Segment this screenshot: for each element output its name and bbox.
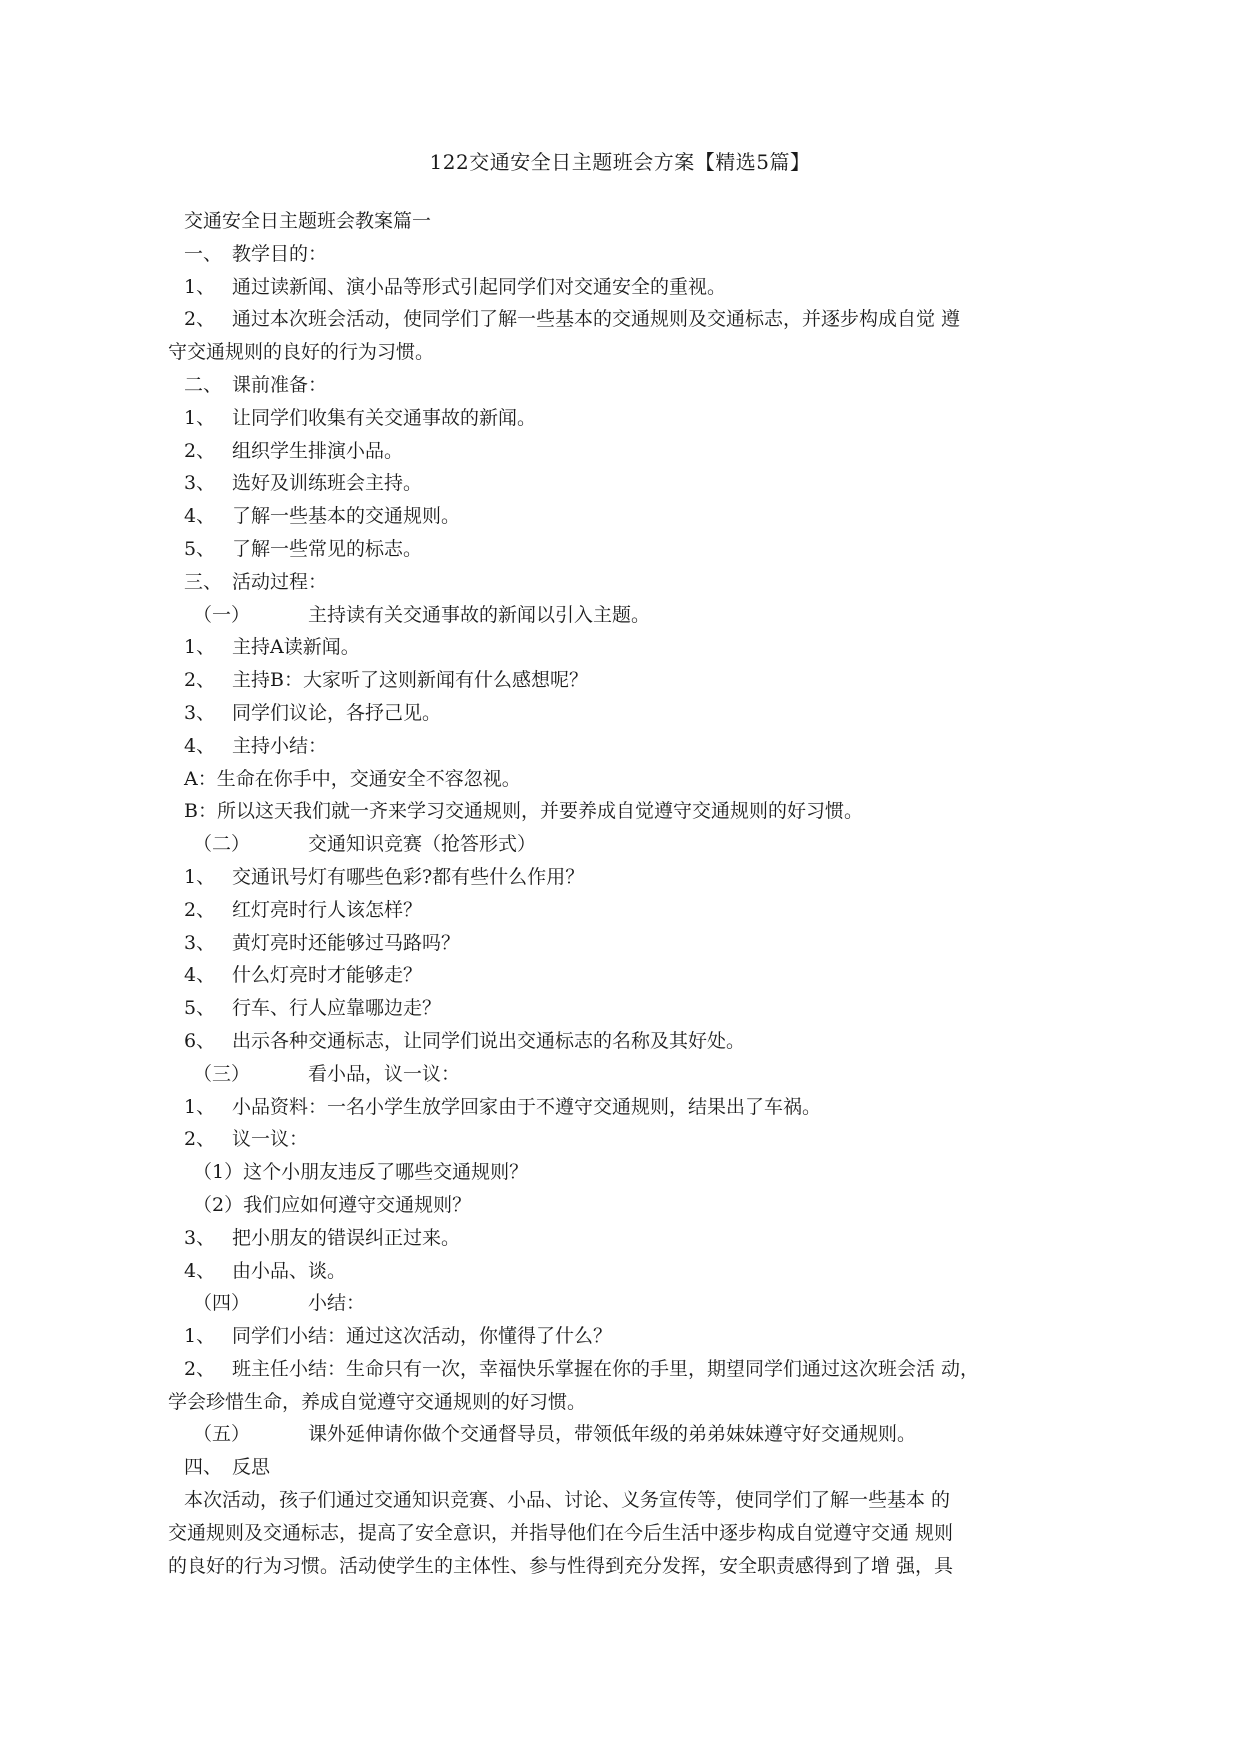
line-text: 同学们议论，各抒己见。 xyxy=(232,701,442,724)
item-number: 3、 xyxy=(184,931,216,954)
text-line xyxy=(184,861,1064,894)
text-line xyxy=(184,402,1064,435)
line-text: 的良好的行为习惯。活动使学生的主体性、参与性得到充分发挥，安全职责感得到了增 强，具 xyxy=(168,1554,954,1577)
text-line xyxy=(184,1156,1064,1189)
text-line xyxy=(184,435,1064,468)
line-text: 守交通规则的良好的行为习惯。 xyxy=(168,341,435,364)
text-line xyxy=(184,795,1064,828)
line-text: 通过读新闻、演小品等形式引起同学们对交通安全的重视。 xyxy=(232,275,727,298)
section-marker: （一） xyxy=(193,603,251,626)
line-text: 小结： xyxy=(308,1292,366,1315)
line-text: 了解一些常见的标志。 xyxy=(232,537,423,560)
text-line xyxy=(184,500,1064,533)
line-text: 主持读有关交通事故的新闻以引入主题。 xyxy=(308,603,651,626)
line-text: 主持A读新闻。 xyxy=(232,636,360,659)
item-number: 2、 xyxy=(184,898,216,921)
line-text: 主持小结： xyxy=(232,734,328,757)
text-line xyxy=(184,763,1064,796)
text-line xyxy=(184,1320,1064,1353)
item-number: 4、 xyxy=(184,1259,216,1282)
item-number: 2、 xyxy=(184,439,216,462)
text-line xyxy=(168,1386,1064,1419)
text-line xyxy=(184,730,1064,763)
line-text: 什么灯亮时才能够走？ xyxy=(232,964,423,987)
text-line xyxy=(184,959,1064,992)
line-text: 组织学生排演小品。 xyxy=(232,439,404,462)
item-number: 一、 xyxy=(184,242,223,265)
line-text: 议一议： xyxy=(232,1128,309,1151)
line-text: 选好及训练班会主持。 xyxy=(232,472,423,495)
line-text: 课前准备： xyxy=(232,373,328,396)
line-text: 红灯亮时行人该怎样？ xyxy=(232,898,423,921)
line-text: 了解一些基本的交通规则。 xyxy=(232,505,461,528)
text-line xyxy=(184,664,1064,697)
line-text: 学会珍惜生命，养成自觉遵守交通规则的好习惯。 xyxy=(168,1390,587,1413)
text-line xyxy=(184,894,1064,927)
item-number: 2、 xyxy=(184,669,216,692)
text-line xyxy=(184,1255,1064,1288)
text-line xyxy=(184,238,1064,271)
text-line xyxy=(184,697,1064,730)
section-marker: （五） xyxy=(193,1423,251,1446)
item-number: 1、 xyxy=(184,1325,216,1348)
item-number: 四、 xyxy=(184,1456,223,1479)
line-text: 课外延伸请你做个交通督导员，带领低年级的弟弟妹妹遵守好交通规则。 xyxy=(308,1423,917,1446)
item-number: 2、 xyxy=(184,1128,216,1151)
item-number: 4、 xyxy=(184,505,216,528)
line-text: 通过本次班会活动，使同学们了解一些基本的交通规则及交通标志，并逐步构成自觉 遵 xyxy=(232,308,961,331)
line-text: B：所以这天我们就一齐来学习交通规则，并要养成自觉遵守交通规则的好习惯。 xyxy=(184,800,863,823)
item-number: 4、 xyxy=(184,734,216,757)
item-number: 5、 xyxy=(184,537,216,560)
text-line xyxy=(168,1517,1064,1550)
text-line xyxy=(184,1091,1064,1124)
line-text: A：生命在你手中，交通安全不容忽视。 xyxy=(184,767,521,790)
item-number: 1、 xyxy=(184,275,216,298)
text-line xyxy=(184,1451,1064,1484)
line-text: 班主任小结：生命只有一次，幸福快乐掌握在你的手里，期望同学们通过这次班会活 动， xyxy=(232,1357,980,1380)
document-title: 122交通安全日主题班会方案【精选5篇】 xyxy=(429,150,811,174)
section-marker: （二） xyxy=(193,833,251,856)
line-text: 交通安全日主题班会教案篇一 xyxy=(184,210,432,232)
text-line xyxy=(184,828,1064,861)
line-text: 主持B：大家听了这则新闻有什么感想呢？ xyxy=(232,669,588,692)
line-text: 教学目的： xyxy=(232,242,328,265)
text-line xyxy=(184,369,1064,402)
item-number: 6、 xyxy=(184,1029,216,1052)
item-number: 3、 xyxy=(184,701,216,724)
item-number: 2、 xyxy=(184,308,216,331)
text-line xyxy=(184,1418,1064,1451)
text-line xyxy=(184,992,1064,1025)
text-line xyxy=(184,1025,1064,1058)
text-line xyxy=(184,1353,1064,1386)
item-number: 三、 xyxy=(184,570,223,593)
line-text: 看小品，议一议： xyxy=(308,1062,461,1085)
text-line xyxy=(184,631,1064,664)
line-text: 反思 xyxy=(232,1456,271,1479)
section-marker: （四） xyxy=(193,1292,251,1315)
text-line xyxy=(184,927,1064,960)
item-number: 1、 xyxy=(184,406,216,429)
text-line xyxy=(168,1550,1064,1583)
line-text: 出示各种交通标志，让同学们说出交通标志的名称及其好处。 xyxy=(232,1029,746,1052)
text-line xyxy=(184,1058,1064,1091)
text-line xyxy=(184,205,1064,238)
line-text: 同学们小结：通过这次活动，你懂得了什么？ xyxy=(232,1325,613,1348)
item-number: 5、 xyxy=(184,997,216,1020)
document-body xyxy=(168,205,1064,1582)
text-line xyxy=(184,1222,1064,1255)
line-text: 把小朋友的错误纠正过来。 xyxy=(232,1226,461,1249)
text-line xyxy=(184,533,1064,566)
text-line xyxy=(184,1189,1064,1222)
item-number: 4、 xyxy=(184,964,216,987)
item-number: 1、 xyxy=(184,1095,216,1118)
text-line xyxy=(184,566,1064,599)
line-text: 本次活动，孩子们通过交通知识竞赛、小品、讨论、义务宣传等，使同学们了解一些基本 的 xyxy=(184,1489,951,1512)
text-line xyxy=(184,271,1064,304)
section-marker: （三） xyxy=(193,1062,251,1085)
line-text: 交通讯号灯有哪些色彩?都有些什么作用？ xyxy=(232,865,585,888)
line-text: 活动过程： xyxy=(232,570,328,593)
item-number: 1、 xyxy=(184,636,216,659)
item-number: 2、 xyxy=(184,1357,216,1380)
text-line xyxy=(184,303,1064,336)
line-text: 让同学们收集有关交通事故的新闻。 xyxy=(232,406,537,429)
item-number: 二、 xyxy=(184,373,223,396)
text-line xyxy=(168,336,1064,369)
text-line xyxy=(184,467,1064,500)
line-text: （2）我们应如何遵守交通规则？ xyxy=(193,1193,472,1216)
line-text: 交通规则及交通标志，提高了安全意识，并指导他们在今后生活中逐步构成自觉遵守交通 规则 xyxy=(168,1521,954,1544)
text-line xyxy=(184,1287,1064,1320)
line-text: 由小品、谈。 xyxy=(232,1259,347,1282)
item-number: 1、 xyxy=(184,865,216,888)
item-number: 3、 xyxy=(184,1226,216,1249)
text-line xyxy=(184,1484,1064,1517)
line-text: （1）这个小朋友违反了哪些交通规则？ xyxy=(193,1161,529,1184)
line-text: 黄灯亮时还能够过马路吗？ xyxy=(232,931,461,954)
line-text: 行车、行人应靠哪边走？ xyxy=(232,997,442,1020)
item-number: 3、 xyxy=(184,472,216,495)
line-text: 小品资料：一名小学生放学回家由于不遵守交通规则，结果出了车祸。 xyxy=(232,1095,822,1118)
text-line xyxy=(184,1123,1064,1156)
line-text: 交通知识竞赛（抢答形式） xyxy=(308,833,537,856)
text-line xyxy=(184,599,1064,632)
